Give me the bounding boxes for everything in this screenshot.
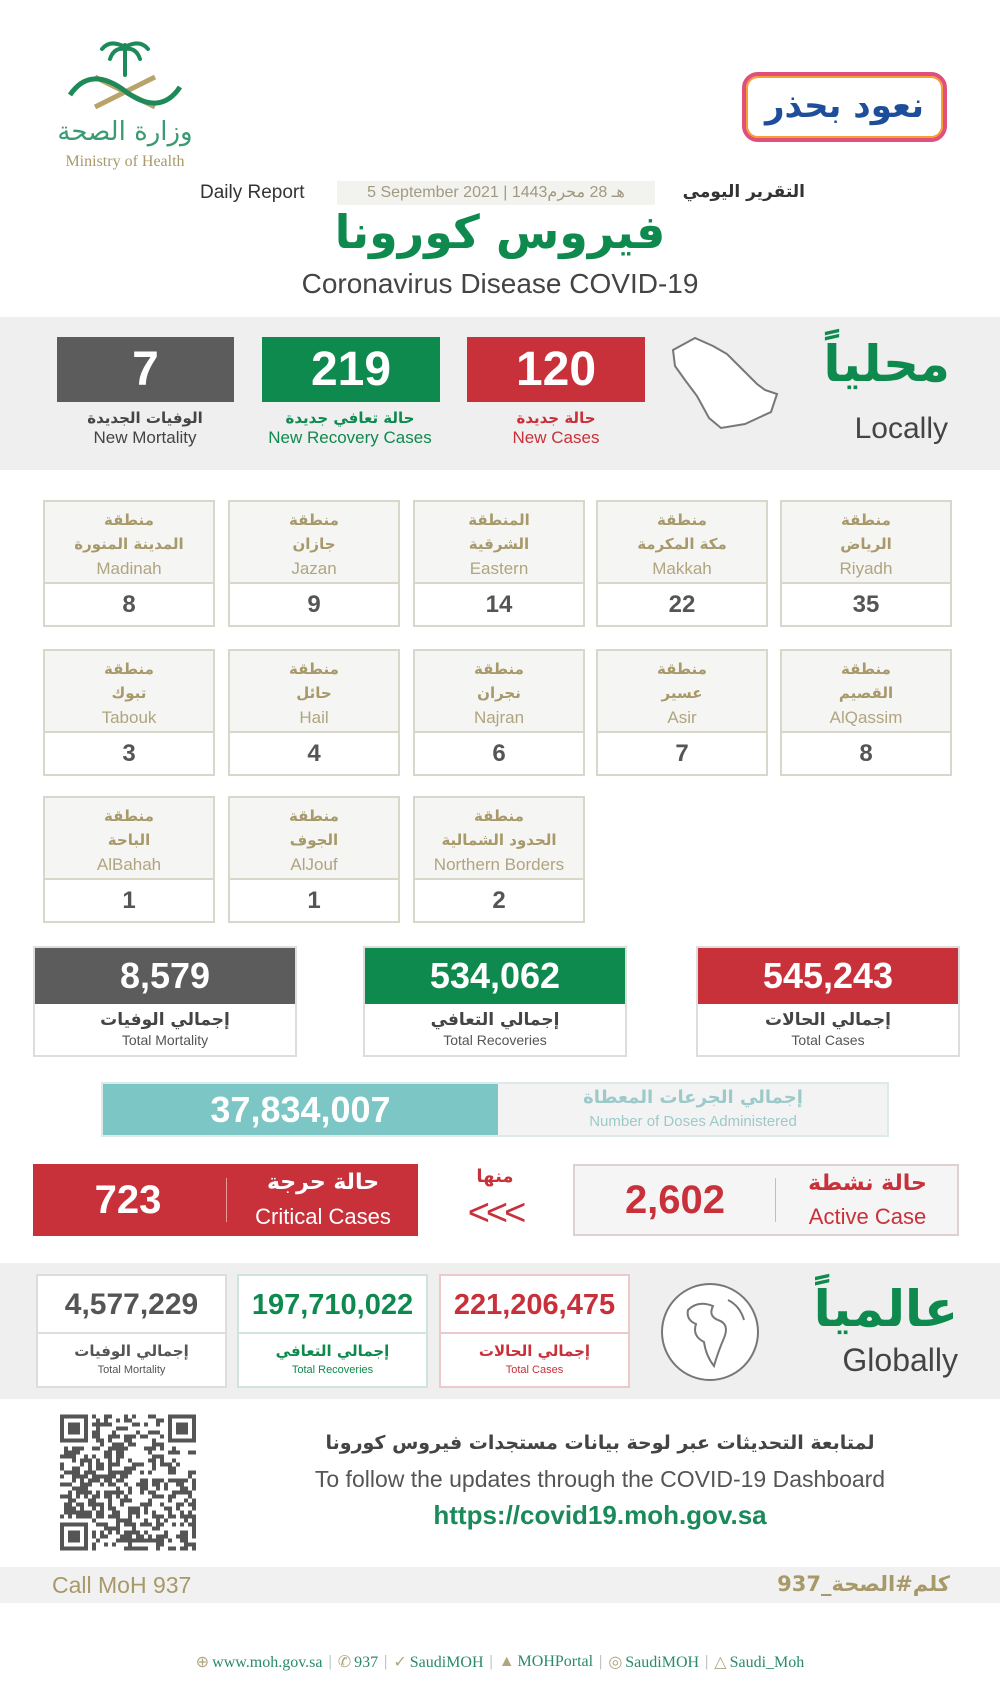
region-header: [782, 651, 950, 733]
total-recoveries-card: [363, 946, 627, 1057]
total-recoveries-label-ar: إجمالي التعافي: [430, 1010, 560, 1030]
campaign-logo: نعود بحذر: [742, 72, 947, 142]
region-name-en: Tabouk: [101, 708, 157, 727]
new-mortality-label: الوفيات الجديدة New Mortality: [87, 409, 203, 447]
total-mortality-value: 8,579: [35, 948, 295, 1004]
global-recoveries-label-en: Total Recoveries: [291, 1364, 374, 1376]
phone-icon: ✆: [337, 1654, 352, 1671]
region-card: [596, 500, 768, 627]
region-value: 35: [852, 591, 880, 618]
region-name-en: Jazan: [291, 559, 337, 578]
social-links-footer: [100, 1652, 900, 1672]
region-value: 1: [307, 887, 321, 914]
global-cases-card: [439, 1274, 630, 1388]
region-prefix: منطقة: [104, 807, 154, 825]
instagram-icon: ◎: [608, 1654, 623, 1671]
region-card: [413, 796, 585, 923]
separator: |: [599, 1653, 603, 1670]
divider: [775, 1178, 776, 1222]
arrows-left-icon: <<<: [467, 1192, 523, 1234]
critical-value: 723: [94, 1178, 162, 1222]
daily-report-en: Daily Report: [200, 182, 305, 203]
region-card: [43, 796, 215, 923]
region-card: [780, 500, 952, 627]
region-name-ar: عسير: [661, 684, 703, 702]
region-value: 2: [492, 887, 506, 914]
saudi-map-icon: [665, 332, 785, 432]
region-name-en: Hail: [299, 708, 329, 727]
total-cases-value: 545,243: [698, 948, 958, 1004]
region-prefix: منطقة: [474, 807, 524, 825]
dashboard-text-ar: لمتابعة التحديثات عبر لوحة بيانات مستجدات فيروس كورونا: [325, 1432, 875, 1454]
region-header: [598, 502, 766, 584]
social-link[interactable]: [499, 1653, 593, 1671]
region-value: 14: [485, 591, 513, 618]
total-mortality-label-ar: إجمالي الوفيات: [100, 1010, 230, 1030]
region-value: 7: [675, 740, 689, 767]
total-recoveries-label-en: Total Recoveries: [443, 1032, 547, 1048]
critical-cases-card: [33, 1164, 418, 1236]
region-name-ar: حائل: [296, 684, 332, 702]
region-prefix: منطقة: [657, 511, 707, 529]
region-name-ar: تبوك: [111, 684, 147, 702]
total-cases-label-ar: إجمالي الحالات: [765, 1010, 891, 1030]
region-name-en: Najran: [473, 708, 525, 727]
new-cases-value: 120: [467, 337, 645, 402]
region-name-en: Northern Borders: [433, 855, 565, 874]
region-header: [45, 651, 213, 733]
region-card: [413, 500, 585, 627]
region-card: [228, 649, 400, 776]
globe-icon: ⊕: [195, 1654, 210, 1671]
globally-title-en: Globally: [842, 1342, 958, 1378]
active-value: 2,602: [624, 1178, 726, 1222]
region-header: [230, 502, 398, 584]
call-moh-ar: كلم#الصحة_937: [777, 1572, 950, 1596]
region-name-ar: نجران: [477, 684, 521, 702]
region-header: [230, 798, 398, 880]
region-name-ar: الحدود الشمالية: [441, 831, 557, 849]
social-link-text: SaudiMOH: [625, 1654, 700, 1671]
region-prefix: منطقة: [104, 660, 154, 678]
region-name-ar: مكة المكرمة: [637, 535, 727, 553]
critical-label-ar: حالة حرجة: [266, 1170, 380, 1195]
region-prefix: منطقة: [657, 660, 707, 678]
moh-logo: [40, 35, 210, 175]
divider: [226, 1178, 227, 1222]
region-prefix: المنطقة: [468, 511, 530, 529]
report-date: 5 September 2021 | 1443هـ 28 محرم: [337, 181, 655, 205]
region-card: [413, 649, 585, 776]
region-name-en: AlBahah: [96, 855, 162, 874]
doses-label-en: Number of Doses Administered: [589, 1113, 797, 1130]
region-name-en: AlQassim: [829, 708, 903, 727]
region-name-en: Makkah: [652, 559, 712, 578]
social-link-text: SaudiMOH: [409, 1654, 484, 1671]
new-mortality-value: 7: [57, 337, 234, 402]
global-mortality-value: 4,577,229: [38, 1276, 225, 1334]
active-cases-card: [573, 1164, 959, 1236]
active-label-ar: حالة نشطة: [808, 1171, 927, 1196]
region-name-ar: الجوف: [289, 831, 339, 849]
region-value: 4: [307, 740, 321, 767]
global-cases-value: 221,206,475: [441, 1276, 628, 1334]
region-name-ar: المدينة المنورة: [74, 535, 184, 553]
locally-title-ar: محلياً: [823, 335, 950, 393]
region-card: [228, 796, 400, 923]
global-cases-label-ar: إجمالي الحالات: [478, 1342, 591, 1360]
total-mortality-card: [33, 946, 297, 1057]
region-name-en: AlJouf: [290, 855, 338, 874]
new-recovery-label: حالة تعافي جديدة New Recovery Cases: [268, 409, 432, 447]
social-link-text: www.moh.gov.sa: [212, 1654, 323, 1671]
region-name-en: Asir: [667, 708, 697, 727]
doses-card: [101, 1082, 889, 1137]
region-header: [45, 502, 213, 584]
qr-code[interactable]: [60, 1413, 196, 1552]
page-title-ar: فيروس كورونا: [334, 205, 666, 259]
doses-value: 37,834,007: [103, 1084, 498, 1135]
global-mortality-card: [36, 1274, 227, 1388]
region-name-en: Eastern: [469, 559, 529, 578]
globally-title-ar: عالمياً: [813, 1280, 958, 1338]
social-link-text: Saudi_Moh: [729, 1654, 805, 1671]
global-recoveries-label-ar: إجمالي التعافي: [275, 1342, 390, 1360]
region-card: [596, 649, 768, 776]
page-title-en: Coronavirus Disease COVID-19: [301, 268, 699, 299]
region-card: [43, 500, 215, 627]
region-name-en: Madinah: [96, 559, 162, 578]
region-value: 9: [307, 591, 321, 618]
region-header: [230, 651, 398, 733]
region-value: 1: [122, 887, 136, 914]
region-name-ar: جازان: [292, 535, 336, 553]
region-value: 3: [122, 740, 136, 767]
social-link-text: 937: [354, 1654, 379, 1671]
moh-name-ar: وزارة الصحة: [57, 117, 193, 147]
new-recovery-value: 219: [262, 337, 440, 402]
region-name-ar: الشرقية: [468, 535, 530, 553]
social-link[interactable]: [196, 1652, 323, 1672]
region-header: [782, 502, 950, 584]
locally-title-en: Locally: [854, 412, 948, 445]
region-prefix: منطقة: [289, 511, 339, 529]
region-prefix: منطقة: [841, 511, 891, 529]
global-recoveries-card: [237, 1274, 428, 1388]
social-link[interactable]: [608, 1652, 699, 1672]
globe-icon: [658, 1280, 762, 1384]
moh-name-en: Ministry of Health: [65, 153, 185, 170]
of-which-label: منها: [476, 1166, 514, 1187]
total-mortality-label-en: Total Mortality: [121, 1032, 209, 1048]
region-name-ar: الباحة: [107, 831, 151, 849]
region-prefix: منطقة: [474, 660, 524, 678]
region-prefix: منطقة: [289, 660, 339, 678]
region-name-ar: الرياض: [840, 535, 892, 553]
region-value: 8: [122, 591, 136, 618]
region-prefix: منطقة: [841, 660, 891, 678]
dashboard-text-en: To follow the updates through the COVID-19 Dashboard: [314, 1466, 886, 1492]
region-header: [415, 798, 583, 880]
region-name-ar: القصيم: [838, 684, 894, 702]
global-recoveries-value: 197,710,022: [239, 1276, 426, 1334]
region-card: [780, 649, 952, 776]
social-link[interactable]: [338, 1652, 378, 1672]
call-moh-en: Call MoH 937: [52, 1572, 192, 1598]
region-value: 6: [492, 740, 506, 767]
global-cases-label-en: Total Cases: [505, 1364, 564, 1376]
doses-label-ar: إجمالي الجرعات المعطاة: [583, 1087, 803, 1108]
daily-report-ar: التقرير اليومي: [682, 182, 805, 202]
separator: |: [328, 1653, 332, 1670]
region-header: [45, 798, 213, 880]
palm-emblem-icon: [40, 35, 210, 117]
snapchat-icon: △: [714, 1654, 727, 1671]
social-link-text: MOHPortal: [517, 1653, 594, 1670]
total-cases-label-en: Total Cases: [791, 1032, 865, 1048]
region-card: [228, 500, 400, 627]
separator: |: [384, 1653, 388, 1670]
critical-label-en: Critical Cases: [255, 1204, 391, 1229]
region-header: [415, 651, 583, 733]
separator: |: [489, 1653, 493, 1670]
region-prefix: منطقة: [289, 807, 339, 825]
region-value: 22: [668, 591, 696, 618]
region-header: [598, 651, 766, 733]
global-mortality-label-en: Total Mortality: [97, 1364, 166, 1376]
region-card: [43, 649, 215, 776]
region-value: 8: [859, 740, 873, 767]
social-link[interactable]: [714, 1652, 804, 1672]
new-cases-label: حالة جديدة New Cases: [512, 409, 600, 447]
dashboard-link[interactable]: https://covid19.moh.gov.sa: [433, 1500, 767, 1530]
total-cases-card: [696, 946, 960, 1057]
total-recoveries-value: 534,062: [365, 948, 625, 1004]
active-label-en: Active Case: [808, 1204, 927, 1229]
region-name-en: Riyadh: [839, 559, 893, 578]
separator: |: [705, 1653, 709, 1670]
twitter-icon: ✓: [393, 1654, 407, 1671]
region-prefix: منطقة: [104, 511, 154, 529]
region-header: [415, 502, 583, 584]
global-mortality-label-ar: إجمالي الوفيات: [74, 1342, 189, 1360]
social-link[interactable]: [393, 1652, 483, 1672]
youtube-icon: ▲: [498, 1653, 515, 1670]
